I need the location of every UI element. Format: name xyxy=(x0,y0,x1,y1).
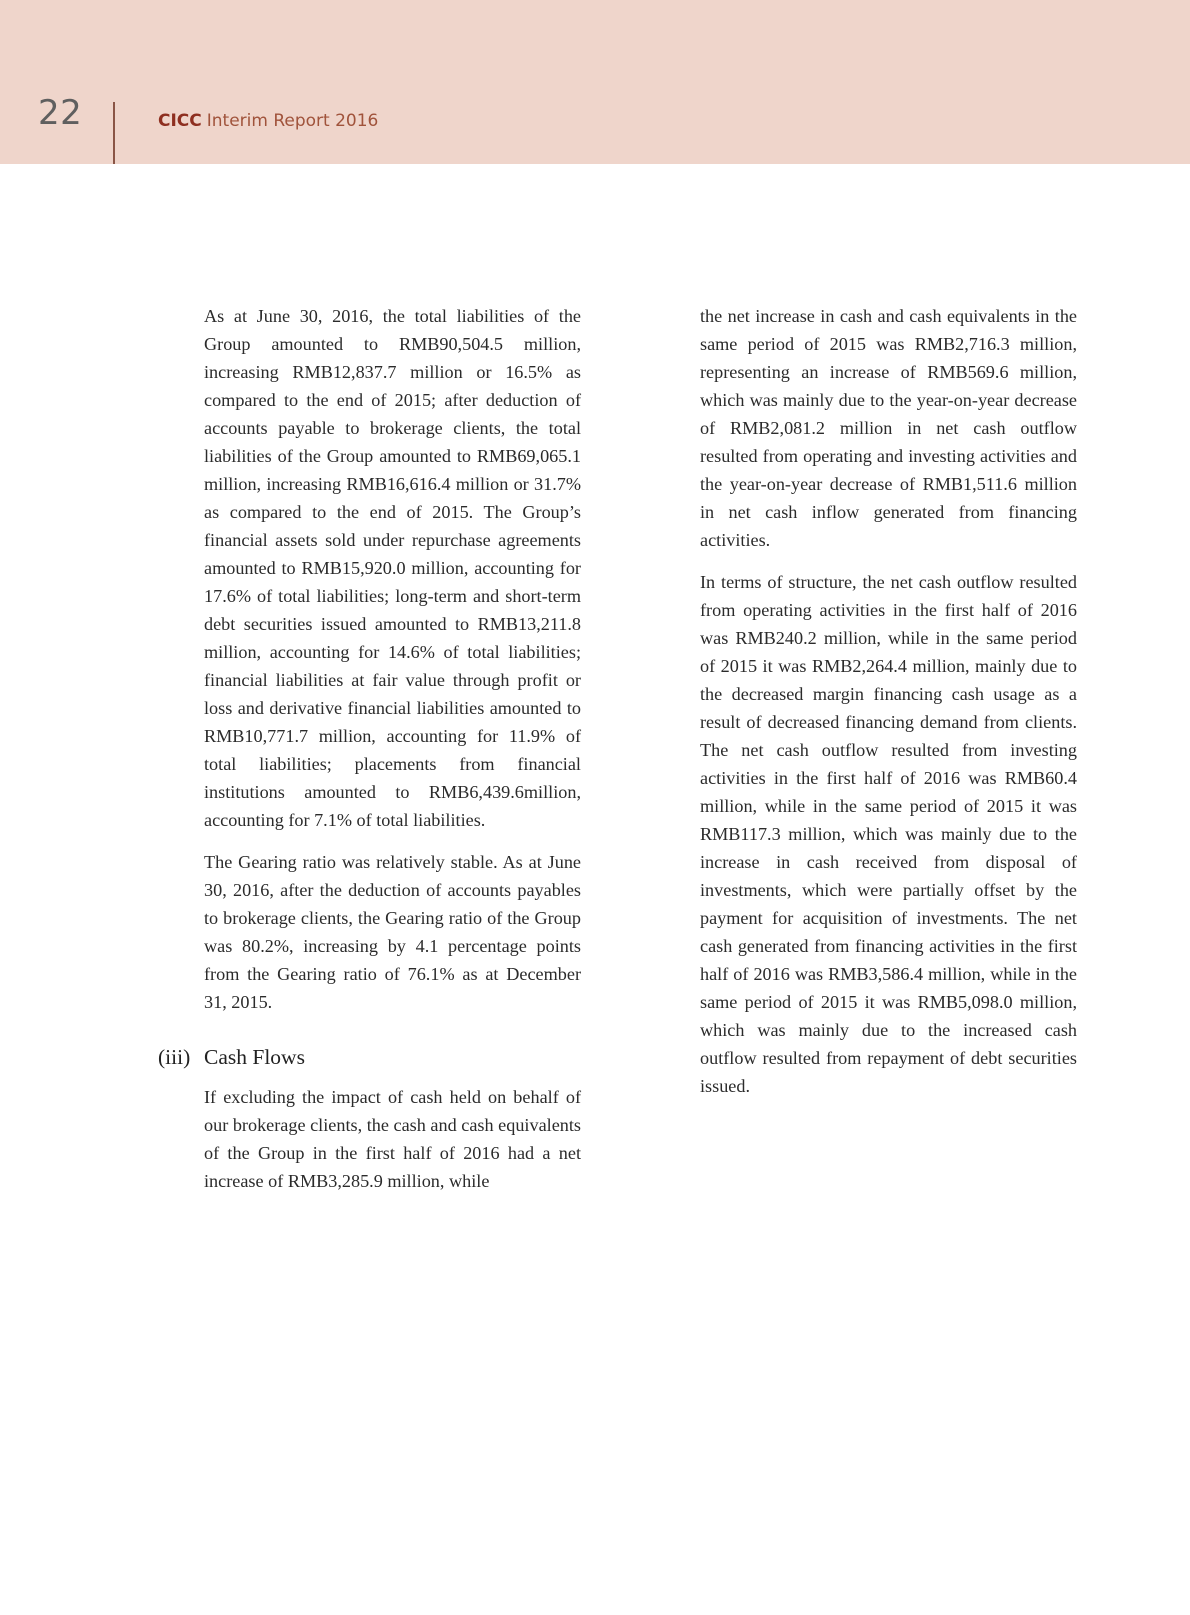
paragraph-net-increase: the net increase in cash and cash equivalents in the same period of 2015 was RMB2,716.3 million, representing an increase of RMB569.6 million, which was mainly due to the year-on-year decrease of RMB2,081.2 million in net cash outflow resulted from operating and investing activities and the year-on-year decrease of RMB1,511.6 million in net cash inflow generated from financing activities. xyxy=(700,306,1077,550)
section-number: (iii) xyxy=(158,1045,191,1069)
section-heading-cash-flows xyxy=(158,1043,581,1071)
report-title xyxy=(158,113,378,130)
page-number: 22 xyxy=(38,93,83,133)
report-title-text: Interim Report 2016 xyxy=(206,111,379,131)
paragraph-gearing-ratio: The Gearing ratio was relatively stable. As at June 30, 2016, after the deduction of accounts payables to brokerage clients, the Gearing ratio of the Group was 80.2%, increasing by 4.1 percentage points from the Gearing ratio of 76.1% as at December 31, 2015. xyxy=(204,852,581,1012)
section-title: Cash Flows xyxy=(204,1045,305,1069)
paragraph-total-liabilities: As at June 30, 2016, the total liabilities of the Group amounted to RMB90,504.5 million, increasing RMB12,837.7 million or 16.5% as compared to the end of 2015; after deduction of accounts payable to brokerage clients, the total liabilities of the Group amounted to RMB69,065.1 million, increasing RMB16,616.4 million or 31.7% as compared to the end of 2015. The Group’s financial assets sold under repurchase agreements amounted to RMB15,920.0 million, accounting for 17.6% of total liabilities; long-term and short-term debt securities issued amounted to RMB13,211.8 million, accounting for 14.6% of total liabilities; financial liabilities at fair value through profit or loss and derivative financial liabilities amounted to RMB10,771.7 million, accounting for 11.9% of total liabilities; placements from financial institutions amounted to RMB6,439.6million, accounting for 7.1% of total liabilities. xyxy=(204,306,581,830)
header-band xyxy=(0,0,1190,164)
brand-name: CICC xyxy=(158,111,202,131)
header-divider xyxy=(113,102,115,164)
paragraph-cash-equivalents: If excluding the impact of cash held on behalf of our brokerage clients, the cash and cash equivalents of the Group in the first half of 2016 had a net increase of RMB3,285.9 million, while xyxy=(204,1087,581,1191)
left-column xyxy=(158,302,581,1209)
right-column xyxy=(700,302,1077,1114)
paragraph-cash-structure: In terms of structure, the net cash outflow resulted from operating activities in the first half of 2016 was RMB240.2 million, while in the same period of 2015 it was RMB2,264.4 million, mainly due to the decreased margin financing cash usage as a result of decreased financing demand from clients. The net cash outflow resulted from investing activities in the first half of 2016 was RMB60.4 million, while in the same period of 2015 it was RMB117.3 million, which was mainly due to the increase in cash received from disposal of investments, which were partially offset by the payment for acquisition of investments. The net cash generated from financing activities in the first half of 2016 was RMB3,586.4 million, while in the same period of 2015 it was RMB5,098.0 million, which was mainly due to the increased cash outflow resulted from repayment of debt securities issued. xyxy=(700,572,1077,1096)
